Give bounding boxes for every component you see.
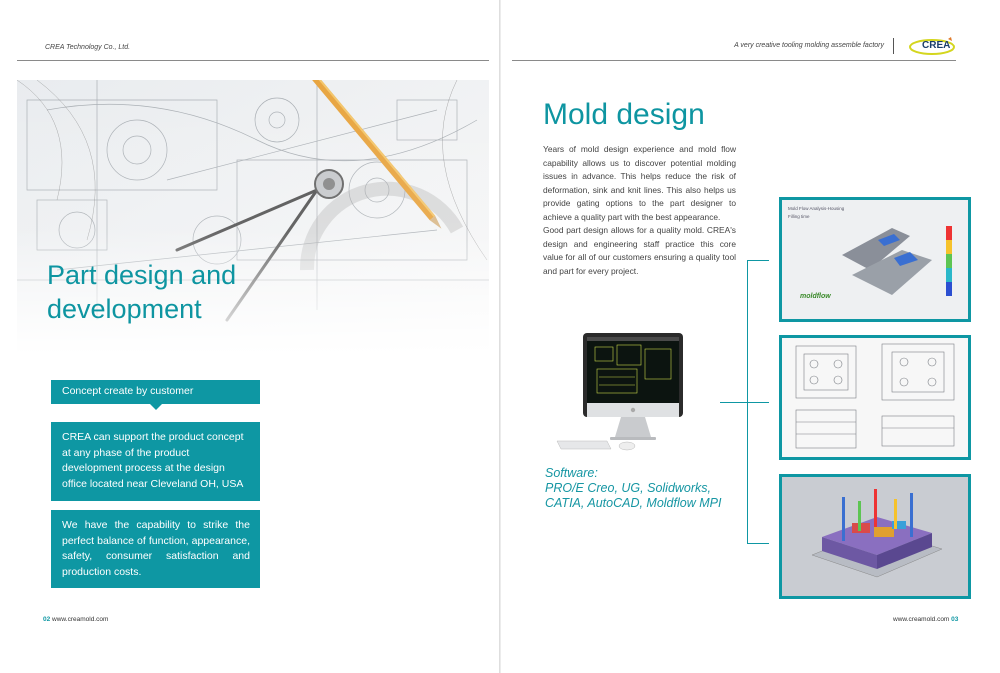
company-name: CREA Technology Co., Ltd. (45, 44, 131, 51)
mold-paragraph-2: Good part design allows for a quality mold. CREA's design and engineering staff practice this core value for all of our customers ensuring a quality tool and part for every project. (543, 225, 736, 276)
mold-paragraph-1: Years of mold design experience and mold flow capability allows us to discover potential molding issues in advance. This helps reduce the risk of deformation, sink and knit lines. This also helps us provide gating options to the part designer to achieve a quality part with the best appearance. (543, 144, 736, 222)
thumb1-caption-1: Mold Flow Analysis-Housing (788, 206, 845, 211)
software-line-1: PRO/E Creo, UG, Solidworks, (545, 481, 712, 495)
software-list (545, 466, 721, 511)
footer-url-right: www.creamold.com (893, 616, 950, 623)
thumb1-caption-2: Filling time (788, 214, 810, 219)
footer-right (893, 616, 958, 623)
software-line-2: CATIA, AutoCAD, Moldflow MPI (545, 496, 722, 510)
page-number-right: 03 (951, 616, 959, 623)
page-spine (499, 0, 501, 673)
header-rule-left (17, 60, 489, 61)
crea-logo-text: CREA (922, 40, 951, 51)
footer-left (43, 616, 108, 623)
header-separator (893, 38, 894, 54)
connector-top (747, 260, 769, 261)
page-number-left: 02 (43, 616, 51, 623)
concept-label: Concept create by customer (51, 380, 260, 404)
connector-middle (720, 402, 769, 403)
moldflow-analysis-image (779, 197, 971, 322)
computer-illustration (555, 333, 685, 455)
company-tagline: A very creative tooling molding assemble factory (734, 42, 884, 49)
support-info-box: CREA can support the product concept at any phase of the product development process at the design office located near Cleveland OH, USA (51, 422, 260, 501)
footer-url-left: www.creamold.com (52, 616, 109, 623)
header-rule-right (512, 60, 956, 61)
connector-bottom (747, 543, 769, 544)
part-design-title (47, 258, 236, 326)
software-heading: Software: (545, 466, 598, 480)
mold-design-body (543, 143, 736, 278)
capability-info-box: We have the capability to strike the perfect balance of function, appearance, safety, consumer satisfaction and production costs. (51, 510, 260, 588)
mold-design-title: Mold design (543, 98, 705, 131)
moldflow-brand: moldflow (800, 293, 831, 300)
part-design-title-line2: development (47, 294, 202, 324)
part-design-title-line1: Part design and (47, 260, 237, 290)
mold-3d-model-image (779, 474, 971, 599)
mold-drawing-image (779, 335, 971, 460)
